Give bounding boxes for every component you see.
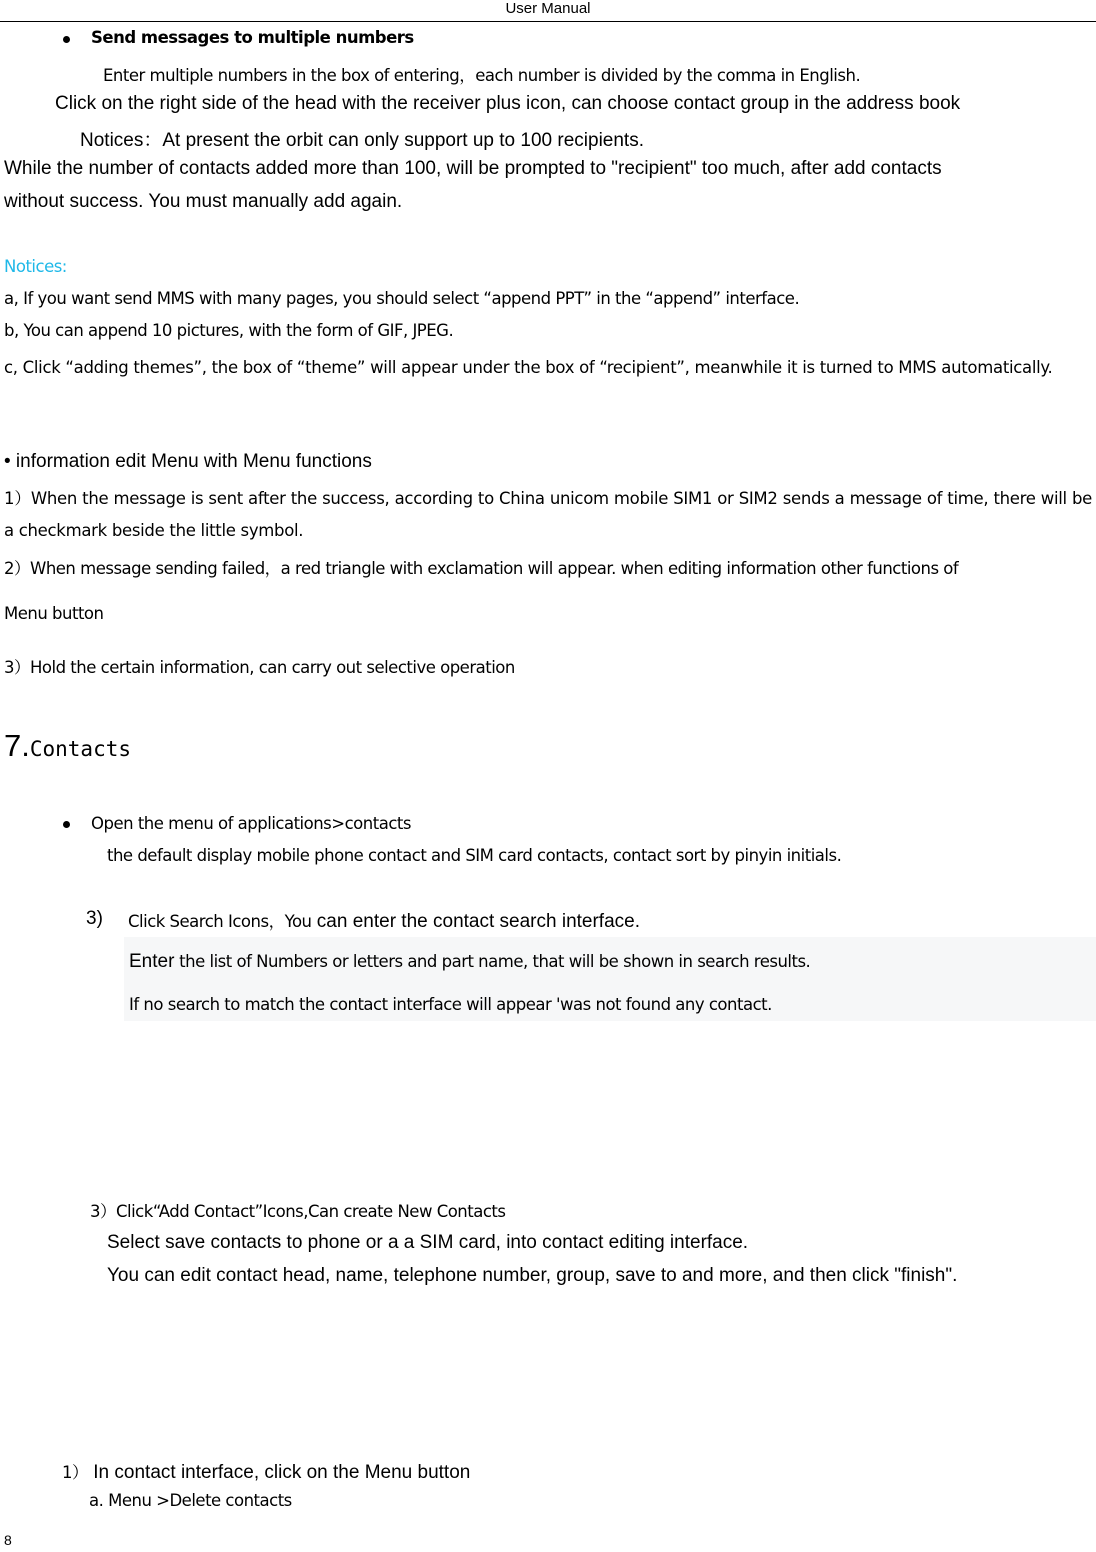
edit-contact-line: You can edit contact head, name, telephone number, group, save to and more, and then click "finish". bbox=[107, 1265, 958, 1286]
header-divider bbox=[0, 21, 1096, 22]
info-item-2-line-2: Menu button bbox=[4, 604, 104, 623]
page-header: User Manual bbox=[505, 0, 591, 17]
contacts-section-heading bbox=[4, 728, 131, 764]
notices-title: Notices: bbox=[4, 257, 67, 276]
info-item-1: 1）When the message is sent after the success, according to China unicom mobile SIM1 or SIM2 sends a message of time, there will be a checkmark beside the little symbol. bbox=[4, 489, 1092, 540]
enter-numbers-line: Enter multiple numbers in the box of entering，each number is divided by the comma in English. bbox=[103, 66, 861, 85]
notice-c: c, Click “adding themes”, the box of “theme” will appear under the box of “recipient”, meanwhile it is turned to MMS automatically. bbox=[4, 358, 1053, 377]
notice-b: b, You can append 10 pictures, with the form of GIF, JPEG. bbox=[4, 321, 454, 340]
info-edit-heading: • information edit Menu with Menu functions bbox=[4, 451, 372, 472]
section-number: 7. bbox=[4, 728, 30, 763]
delete-contacts-line: a. Menu >Delete contacts bbox=[89, 1491, 292, 1510]
search-line-part-2: can enter the contact search interface. bbox=[311, 911, 640, 932]
default-display-line: the default display mobile phone contact and SIM card contacts, contact sort by pinyin initials. bbox=[107, 846, 842, 865]
select-save-line: Select save contacts to phone or a a SIM card, into contact editing interface. bbox=[107, 1232, 749, 1253]
bullet-icon bbox=[63, 821, 70, 828]
enter-list-line bbox=[129, 951, 810, 973]
menu-line bbox=[62, 1459, 470, 1484]
info-item-2-line-1: 2）When message sending failed，a red triangle with exclamation will appear. when editing information other functions of bbox=[4, 559, 959, 578]
info-item-3: 3）Hold the certain information, can carry out selective operation bbox=[4, 658, 515, 677]
click-receiver-line: Click on the right side of the head with the receiver plus icon, can choose contact group in the address book bbox=[55, 93, 961, 114]
section-title: Contacts bbox=[29, 737, 132, 761]
send-multiple-heading: Send messages to multiple numbers bbox=[91, 28, 414, 47]
bullet-icon bbox=[63, 36, 70, 43]
menu-line-text: In contact interface, click on the Menu button bbox=[88, 1462, 471, 1483]
search-line bbox=[128, 908, 640, 933]
recipient-limit-notice: Notices：At present the orbit can only support up to 100 recipients. bbox=[80, 130, 644, 151]
enter-list-part-1: Enter bbox=[129, 951, 175, 972]
notice-a: a, If you want send MMS with many pages, you should select “append PPT” in the “append” interface. bbox=[4, 289, 800, 308]
add-contact-line: 3）Click“Add Contact”Icons,Can create New Contacts bbox=[90, 1202, 506, 1221]
search-item-number: 3) bbox=[86, 908, 103, 929]
no-match-line: If no search to match the contact interface will appear 'was not found any contact. bbox=[129, 995, 772, 1014]
while-line-1: While the number of contacts added more than 100, will be prompted to "recipient" too much, after add contacts bbox=[4, 158, 942, 179]
menu-item-number: 1） bbox=[62, 1463, 88, 1482]
enter-list-part-2: the list of Numbers or letters and part name, that will be shown in search results. bbox=[174, 952, 811, 971]
while-line-2: without success. You must manually add again. bbox=[4, 191, 403, 212]
search-line-part-1: Click Search Icons，You bbox=[128, 912, 312, 931]
open-contacts-line: Open the menu of applications>contacts bbox=[91, 814, 411, 833]
page-number: 8 bbox=[4, 1532, 12, 1548]
